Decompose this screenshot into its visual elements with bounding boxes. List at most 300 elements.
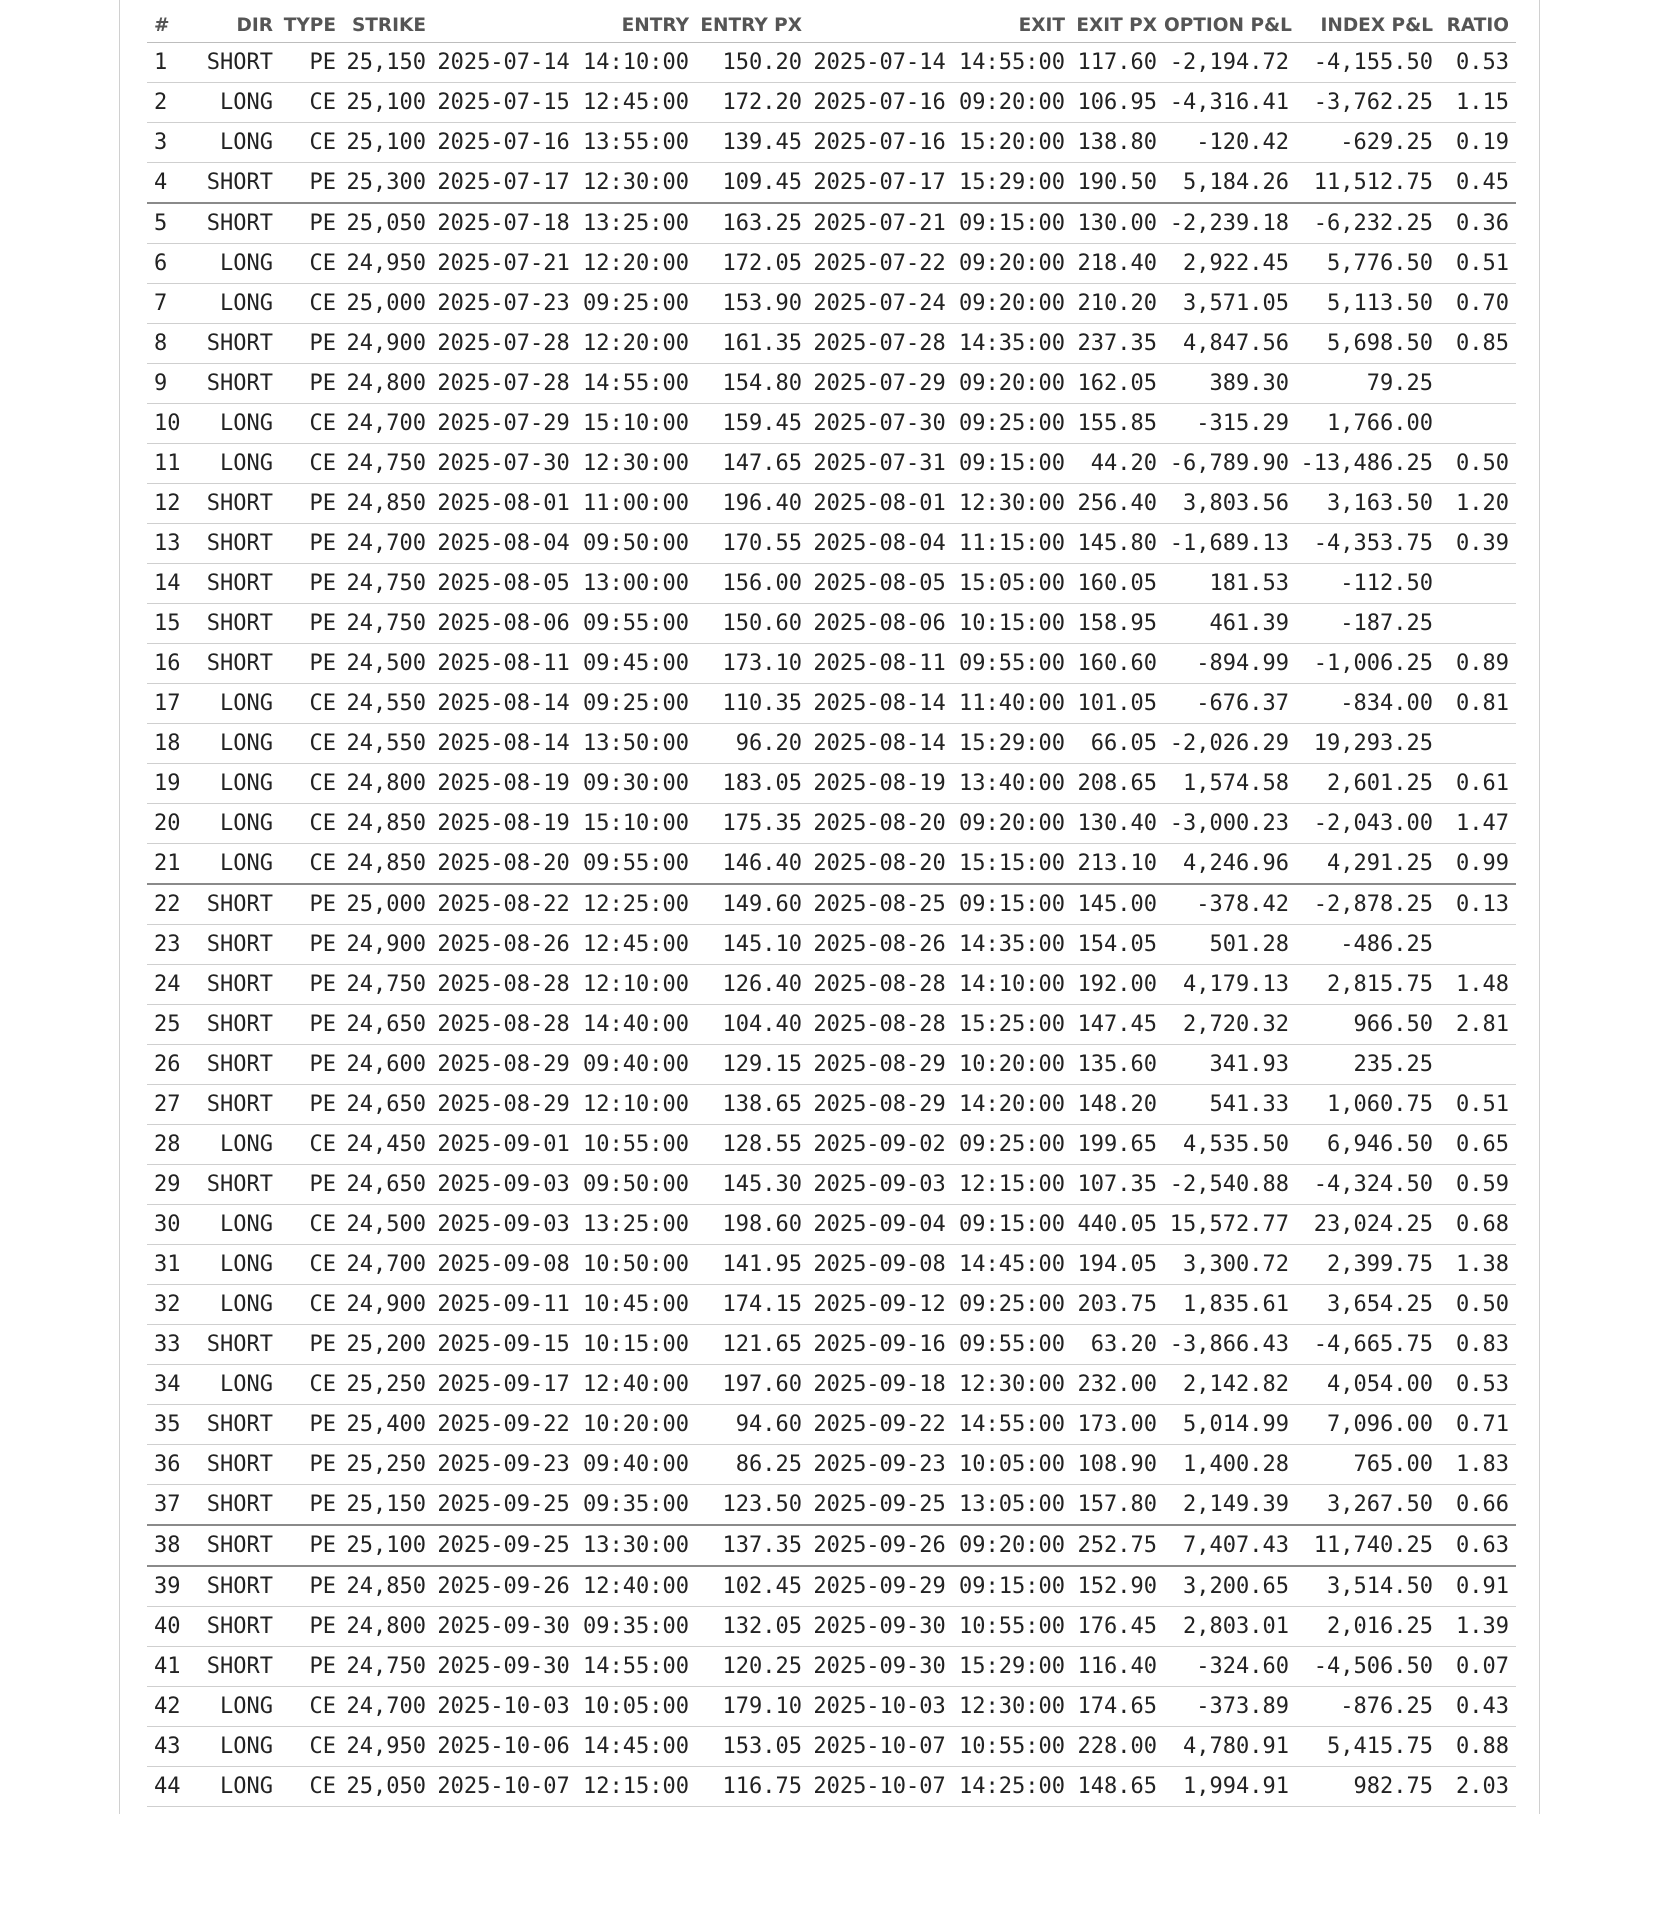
exit-time-cell: 2025-07-22 09:20:00 xyxy=(809,244,1072,284)
strike-cell: 24,500 xyxy=(343,1205,433,1245)
option-type-cell: PE xyxy=(280,1566,343,1607)
exit-time-cell: 2025-07-16 15:20:00 xyxy=(809,123,1072,163)
entry-time-cell: 2025-07-15 12:45:00 xyxy=(433,83,696,123)
trade-number-cell: 25 xyxy=(147,1005,201,1045)
strike-cell: 24,550 xyxy=(343,684,433,724)
trade-number-cell: 4 xyxy=(147,163,201,204)
option-type-cell: CE xyxy=(280,123,343,163)
table-row[interactable] xyxy=(147,1005,1516,1045)
option-type-cell: PE xyxy=(280,524,343,564)
exit-price-cell: 176.45 xyxy=(1072,1607,1164,1647)
entry-time-cell: 2025-09-08 10:50:00 xyxy=(433,1245,696,1285)
exit-price-cell: 154.05 xyxy=(1072,925,1164,965)
table-row[interactable] xyxy=(147,244,1516,284)
table-row[interactable] xyxy=(147,123,1516,163)
strike-cell: 24,700 xyxy=(343,524,433,564)
trade-number-cell: 11 xyxy=(147,444,201,484)
strike-cell: 25,150 xyxy=(343,43,433,83)
ratio-cell: 0.59 xyxy=(1440,1165,1516,1205)
index-pnl-cell: -4,506.50 xyxy=(1296,1647,1440,1687)
entry-price-cell: 150.20 xyxy=(696,43,809,83)
trade-number-cell: 40 xyxy=(147,1607,201,1647)
entry-time-cell: 2025-08-28 12:10:00 xyxy=(433,965,696,1005)
option-type-cell: PE xyxy=(280,1607,343,1647)
option-type-cell: CE xyxy=(280,764,343,804)
option-type-cell: CE xyxy=(280,1205,343,1245)
index-pnl-cell: 3,654.25 xyxy=(1296,1285,1440,1325)
col-header-option-pnl[interactable]: OPTION P&L xyxy=(1164,0,1296,43)
table-row[interactable] xyxy=(147,43,1516,83)
direction-cell: SHORT xyxy=(201,1045,280,1085)
trade-number-cell: 39 xyxy=(147,1566,201,1607)
ratio-cell: 0.19 xyxy=(1440,123,1516,163)
table-row[interactable] xyxy=(147,1245,1516,1285)
entry-time-cell: 2025-08-26 12:45:00 xyxy=(433,925,696,965)
option-pnl-cell: -373.89 xyxy=(1164,1687,1296,1727)
col-header-exit-px[interactable]: EXIT PX xyxy=(1072,0,1164,43)
entry-price-cell: 172.05 xyxy=(696,244,809,284)
ratio-cell: 0.71 xyxy=(1440,1405,1516,1445)
direction-cell: SHORT xyxy=(201,1325,280,1365)
exit-price-cell: 108.90 xyxy=(1072,1445,1164,1485)
table-header-row xyxy=(147,0,1516,43)
option-type-cell: PE xyxy=(280,1045,343,1085)
option-type-cell: PE xyxy=(280,925,343,965)
option-pnl-cell: 3,571.05 xyxy=(1164,284,1296,324)
strike-cell: 25,250 xyxy=(343,1365,433,1405)
exit-price-cell: 145.00 xyxy=(1072,884,1164,925)
ratio-cell: 0.43 xyxy=(1440,1687,1516,1727)
entry-price-cell: 141.95 xyxy=(696,1245,809,1285)
exit-time-cell: 2025-09-22 14:55:00 xyxy=(809,1405,1072,1445)
index-pnl-cell: -4,324.50 xyxy=(1296,1165,1440,1205)
option-type-cell: PE xyxy=(280,324,343,364)
trade-number-cell: 1 xyxy=(147,43,201,83)
direction-cell: SHORT xyxy=(201,203,280,244)
ratio-cell xyxy=(1440,1045,1516,1085)
exit-time-cell: 2025-08-05 15:05:00 xyxy=(809,564,1072,604)
table-row[interactable] xyxy=(147,1085,1516,1125)
exit-price-cell: 116.40 xyxy=(1072,1647,1164,1687)
table-row[interactable] xyxy=(147,1485,1516,1526)
ratio-cell: 0.70 xyxy=(1440,284,1516,324)
col-header-entry-px[interactable]: ENTRY PX xyxy=(696,0,809,43)
entry-time-cell: 2025-09-15 10:15:00 xyxy=(433,1325,696,1365)
table-row[interactable] xyxy=(147,284,1516,324)
trade-number-cell: 6 xyxy=(147,244,201,284)
option-type-cell: CE xyxy=(280,83,343,123)
option-pnl-cell: -315.29 xyxy=(1164,404,1296,444)
direction-cell: SHORT xyxy=(201,1607,280,1647)
exit-time-cell: 2025-07-28 14:35:00 xyxy=(809,324,1072,364)
direction-cell: LONG xyxy=(201,1365,280,1405)
ratio-cell: 0.39 xyxy=(1440,524,1516,564)
strike-cell: 25,050 xyxy=(343,1767,433,1807)
exit-price-cell: 155.85 xyxy=(1072,404,1164,444)
entry-price-cell: 104.40 xyxy=(696,1005,809,1045)
option-pnl-cell: -378.42 xyxy=(1164,884,1296,925)
option-type-cell: CE xyxy=(280,404,343,444)
entry-time-cell: 2025-09-30 09:35:00 xyxy=(433,1607,696,1647)
ratio-cell: 0.83 xyxy=(1440,1325,1516,1365)
direction-cell: SHORT xyxy=(201,364,280,404)
exit-price-cell: 107.35 xyxy=(1072,1165,1164,1205)
exit-time-cell: 2025-07-31 09:15:00 xyxy=(809,444,1072,484)
table-row[interactable] xyxy=(147,965,1516,1005)
exit-time-cell: 2025-10-07 14:25:00 xyxy=(809,1767,1072,1807)
exit-time-cell: 2025-07-24 09:20:00 xyxy=(809,284,1072,324)
table-row[interactable] xyxy=(147,1566,1516,1607)
option-type-cell: PE xyxy=(280,564,343,604)
table-row[interactable] xyxy=(147,364,1516,404)
trades-panel xyxy=(119,0,1540,1814)
direction-cell: LONG xyxy=(201,844,280,885)
entry-time-cell: 2025-09-25 09:35:00 xyxy=(433,1485,696,1526)
entry-time-cell: 2025-08-05 13:00:00 xyxy=(433,564,696,604)
col-header-exit[interactable]: EXIT xyxy=(809,0,1072,43)
option-type-cell: CE xyxy=(280,804,343,844)
ratio-cell xyxy=(1440,604,1516,644)
exit-price-cell: 152.90 xyxy=(1072,1566,1164,1607)
table-row[interactable] xyxy=(147,1045,1516,1085)
entry-price-cell: 96.20 xyxy=(696,724,809,764)
entry-price-cell: 129.15 xyxy=(696,1045,809,1085)
table-row[interactable] xyxy=(147,925,1516,965)
table-row[interactable] xyxy=(147,484,1516,524)
exit-price-cell: 190.50 xyxy=(1072,163,1164,204)
table-body xyxy=(147,43,1516,1807)
trade-number-cell: 3 xyxy=(147,123,201,163)
index-pnl-cell: 19,293.25 xyxy=(1296,724,1440,764)
index-pnl-cell: 5,776.50 xyxy=(1296,244,1440,284)
table-row[interactable] xyxy=(147,404,1516,444)
exit-time-cell: 2025-08-29 10:20:00 xyxy=(809,1045,1072,1085)
strike-cell: 25,250 xyxy=(343,1445,433,1485)
entry-time-cell: 2025-08-19 15:10:00 xyxy=(433,804,696,844)
index-pnl-cell: 2,815.75 xyxy=(1296,965,1440,1005)
table-row[interactable] xyxy=(147,444,1516,484)
exit-price-cell: 174.65 xyxy=(1072,1687,1164,1727)
ratio-cell: 1.15 xyxy=(1440,83,1516,123)
index-pnl-cell: -13,486.25 xyxy=(1296,444,1440,484)
direction-cell: SHORT xyxy=(201,324,280,364)
direction-cell: LONG xyxy=(201,764,280,804)
index-pnl-cell: 2,399.75 xyxy=(1296,1245,1440,1285)
entry-time-cell: 2025-09-03 09:50:00 xyxy=(433,1165,696,1205)
index-pnl-cell: -486.25 xyxy=(1296,925,1440,965)
entry-price-cell: 120.25 xyxy=(696,1647,809,1687)
ratio-cell: 0.36 xyxy=(1440,203,1516,244)
col-header-entry[interactable]: ENTRY xyxy=(433,0,696,43)
ratio-cell: 0.85 xyxy=(1440,324,1516,364)
table-row[interactable] xyxy=(147,1607,1516,1647)
option-pnl-cell: -1,689.13 xyxy=(1164,524,1296,564)
index-pnl-cell: 6,946.50 xyxy=(1296,1125,1440,1165)
table-row[interactable] xyxy=(147,324,1516,364)
table-row[interactable] xyxy=(147,1727,1516,1767)
strike-cell: 24,850 xyxy=(343,844,433,885)
entry-price-cell: 156.00 xyxy=(696,564,809,604)
ratio-cell: 0.99 xyxy=(1440,844,1516,885)
trade-number-cell: 10 xyxy=(147,404,201,444)
entry-price-cell: 146.40 xyxy=(696,844,809,885)
exit-time-cell: 2025-08-20 15:15:00 xyxy=(809,844,1072,885)
index-pnl-cell: -4,665.75 xyxy=(1296,1325,1440,1365)
exit-price-cell: 148.65 xyxy=(1072,1767,1164,1807)
strike-cell: 24,850 xyxy=(343,484,433,524)
table-row[interactable] xyxy=(147,1165,1516,1205)
strike-cell: 25,100 xyxy=(343,1525,433,1566)
entry-time-cell: 2025-08-04 09:50:00 xyxy=(433,524,696,564)
ratio-cell xyxy=(1440,364,1516,404)
trade-number-cell: 35 xyxy=(147,1405,201,1445)
option-type-cell: PE xyxy=(280,203,343,244)
option-pnl-cell: 541.33 xyxy=(1164,1085,1296,1125)
strike-cell: 24,750 xyxy=(343,604,433,644)
entry-price-cell: 150.60 xyxy=(696,604,809,644)
exit-price-cell: 63.20 xyxy=(1072,1325,1164,1365)
exit-time-cell: 2025-07-29 09:20:00 xyxy=(809,364,1072,404)
exit-time-cell: 2025-07-21 09:15:00 xyxy=(809,203,1072,244)
option-pnl-cell: 3,300.72 xyxy=(1164,1245,1296,1285)
direction-cell: SHORT xyxy=(201,1485,280,1526)
table-row[interactable] xyxy=(147,724,1516,764)
table-row[interactable] xyxy=(147,1325,1516,1365)
option-pnl-cell: 501.28 xyxy=(1164,925,1296,965)
table-row[interactable] xyxy=(147,1285,1516,1325)
index-pnl-cell: 2,601.25 xyxy=(1296,764,1440,804)
exit-price-cell: 232.00 xyxy=(1072,1365,1164,1405)
table-row[interactable] xyxy=(147,564,1516,604)
trade-number-cell: 26 xyxy=(147,1045,201,1085)
table-row[interactable] xyxy=(147,1647,1516,1687)
ratio-cell xyxy=(1440,404,1516,444)
direction-cell: SHORT xyxy=(201,1445,280,1485)
exit-price-cell: 145.80 xyxy=(1072,524,1164,564)
col-header-strike[interactable]: STRIKE xyxy=(343,0,433,43)
ratio-cell: 1.83 xyxy=(1440,1445,1516,1485)
exit-price-cell: 192.00 xyxy=(1072,965,1164,1005)
exit-price-cell: 252.75 xyxy=(1072,1525,1164,1566)
option-pnl-cell: -6,789.90 xyxy=(1164,444,1296,484)
strike-cell: 25,300 xyxy=(343,163,433,204)
table-row[interactable] xyxy=(147,604,1516,644)
table-row[interactable] xyxy=(147,884,1516,925)
table-row[interactable] xyxy=(147,1687,1516,1727)
strike-cell: 25,400 xyxy=(343,1405,433,1445)
trade-number-cell: 17 xyxy=(147,684,201,724)
col-header-ratio[interactable]: RATIO xyxy=(1440,0,1516,43)
strike-cell: 24,850 xyxy=(343,804,433,844)
table-row[interactable] xyxy=(147,804,1516,844)
col-header-index-pnl[interactable]: INDEX P&L xyxy=(1296,0,1440,43)
direction-cell: SHORT xyxy=(201,1566,280,1607)
table-row[interactable] xyxy=(147,1445,1516,1485)
entry-time-cell: 2025-08-14 09:25:00 xyxy=(433,684,696,724)
ratio-cell: 1.38 xyxy=(1440,1245,1516,1285)
option-type-cell: CE xyxy=(280,1125,343,1165)
index-pnl-cell: 1,060.75 xyxy=(1296,1085,1440,1125)
strike-cell: 24,750 xyxy=(343,564,433,604)
entry-price-cell: 110.35 xyxy=(696,684,809,724)
direction-cell: SHORT xyxy=(201,1405,280,1445)
col-header-index[interactable]: # xyxy=(147,0,201,43)
ratio-cell: 2.03 xyxy=(1440,1767,1516,1807)
option-pnl-cell: 7,407.43 xyxy=(1164,1525,1296,1566)
direction-cell: LONG xyxy=(201,724,280,764)
exit-price-cell: 162.05 xyxy=(1072,364,1164,404)
entry-price-cell: 179.10 xyxy=(696,1687,809,1727)
option-pnl-cell: 181.53 xyxy=(1164,564,1296,604)
entry-time-cell: 2025-09-17 12:40:00 xyxy=(433,1365,696,1405)
table-row[interactable] xyxy=(147,1205,1516,1245)
exit-price-cell: 173.00 xyxy=(1072,1405,1164,1445)
entry-price-cell: 174.15 xyxy=(696,1285,809,1325)
table-row[interactable] xyxy=(147,644,1516,684)
index-pnl-cell: -4,353.75 xyxy=(1296,524,1440,564)
entry-price-cell: 126.40 xyxy=(696,965,809,1005)
trade-number-cell: 30 xyxy=(147,1205,201,1245)
option-pnl-cell: 341.93 xyxy=(1164,1045,1296,1085)
exit-time-cell: 2025-08-04 11:15:00 xyxy=(809,524,1072,564)
table-row[interactable] xyxy=(147,163,1516,204)
direction-cell: LONG xyxy=(201,244,280,284)
entry-price-cell: 132.05 xyxy=(696,1607,809,1647)
index-pnl-cell: 11,512.75 xyxy=(1296,163,1440,204)
direction-cell: LONG xyxy=(201,1205,280,1245)
entry-price-cell: 159.45 xyxy=(696,404,809,444)
option-type-cell: PE xyxy=(280,1165,343,1205)
col-header-direction[interactable]: DIR xyxy=(201,0,280,43)
index-pnl-cell: -2,043.00 xyxy=(1296,804,1440,844)
index-pnl-cell: 2,016.25 xyxy=(1296,1607,1440,1647)
trade-number-cell: 15 xyxy=(147,604,201,644)
index-pnl-cell: -2,878.25 xyxy=(1296,884,1440,925)
strike-cell: 24,700 xyxy=(343,1245,433,1285)
table-row[interactable] xyxy=(147,83,1516,123)
entry-price-cell: 175.35 xyxy=(696,804,809,844)
strike-cell: 25,050 xyxy=(343,203,433,244)
strike-cell: 24,900 xyxy=(343,1285,433,1325)
ratio-cell: 0.51 xyxy=(1440,1085,1516,1125)
option-pnl-cell: -4,316.41 xyxy=(1164,83,1296,123)
option-type-cell: CE xyxy=(280,1767,343,1807)
entry-time-cell: 2025-08-14 13:50:00 xyxy=(433,724,696,764)
trade-number-cell: 42 xyxy=(147,1687,201,1727)
ratio-cell: 0.50 xyxy=(1440,1285,1516,1325)
table-row[interactable] xyxy=(147,203,1516,244)
entry-price-cell: 161.35 xyxy=(696,324,809,364)
exit-price-cell: 160.05 xyxy=(1072,564,1164,604)
exit-price-cell: 199.65 xyxy=(1072,1125,1164,1165)
option-type-cell: PE xyxy=(280,1005,343,1045)
trade-number-cell: 14 xyxy=(147,564,201,604)
direction-cell: SHORT xyxy=(201,965,280,1005)
direction-cell: LONG xyxy=(201,804,280,844)
exit-price-cell: 218.40 xyxy=(1072,244,1164,284)
index-pnl-cell: 79.25 xyxy=(1296,364,1440,404)
col-header-type[interactable]: TYPE xyxy=(280,0,343,43)
direction-cell: LONG xyxy=(201,1767,280,1807)
option-pnl-cell: 4,246.96 xyxy=(1164,844,1296,885)
direction-cell: SHORT xyxy=(201,884,280,925)
index-pnl-cell: 5,113.50 xyxy=(1296,284,1440,324)
entry-price-cell: 145.10 xyxy=(696,925,809,965)
option-pnl-cell: -324.60 xyxy=(1164,1647,1296,1687)
table-row[interactable] xyxy=(147,1405,1516,1445)
trade-number-cell: 43 xyxy=(147,1727,201,1767)
exit-time-cell: 2025-08-06 10:15:00 xyxy=(809,604,1072,644)
trade-number-cell: 13 xyxy=(147,524,201,564)
option-pnl-cell: -3,000.23 xyxy=(1164,804,1296,844)
entry-price-cell: 173.10 xyxy=(696,644,809,684)
exit-price-cell: 44.20 xyxy=(1072,444,1164,484)
exit-time-cell: 2025-09-25 13:05:00 xyxy=(809,1485,1072,1526)
ratio-cell: 0.53 xyxy=(1440,43,1516,83)
option-type-cell: CE xyxy=(280,1365,343,1405)
option-pnl-cell: -894.99 xyxy=(1164,644,1296,684)
table-row[interactable] xyxy=(147,764,1516,804)
option-type-cell: PE xyxy=(280,1525,343,1566)
exit-price-cell: 208.65 xyxy=(1072,764,1164,804)
index-pnl-cell: 11,740.25 xyxy=(1296,1525,1440,1566)
option-pnl-cell: -120.42 xyxy=(1164,123,1296,163)
option-pnl-cell: -3,866.43 xyxy=(1164,1325,1296,1365)
table-row[interactable] xyxy=(147,684,1516,724)
trade-number-cell: 27 xyxy=(147,1085,201,1125)
exit-time-cell: 2025-08-19 13:40:00 xyxy=(809,764,1072,804)
option-pnl-cell: 1,574.58 xyxy=(1164,764,1296,804)
index-pnl-cell: 3,267.50 xyxy=(1296,1485,1440,1526)
table-row[interactable] xyxy=(147,524,1516,564)
exit-price-cell: 130.40 xyxy=(1072,804,1164,844)
trade-number-cell: 23 xyxy=(147,925,201,965)
trade-number-cell: 29 xyxy=(147,1165,201,1205)
table-row[interactable] xyxy=(147,1365,1516,1405)
option-type-cell: PE xyxy=(280,43,343,83)
option-type-cell: PE xyxy=(280,604,343,644)
entry-time-cell: 2025-10-03 10:05:00 xyxy=(433,1687,696,1727)
exit-time-cell: 2025-09-03 12:15:00 xyxy=(809,1165,1072,1205)
option-pnl-cell: -2,239.18 xyxy=(1164,203,1296,244)
table-row[interactable] xyxy=(147,844,1516,885)
strike-cell: 24,650 xyxy=(343,1085,433,1125)
table-row[interactable] xyxy=(147,1525,1516,1566)
exit-price-cell: 210.20 xyxy=(1072,284,1164,324)
exit-time-cell: 2025-08-26 14:35:00 xyxy=(809,925,1072,965)
exit-time-cell: 2025-08-20 09:20:00 xyxy=(809,804,1072,844)
ratio-cell: 0.91 xyxy=(1440,1566,1516,1607)
entry-price-cell: 197.60 xyxy=(696,1365,809,1405)
option-pnl-cell: 2,922.45 xyxy=(1164,244,1296,284)
option-pnl-cell: 5,184.26 xyxy=(1164,163,1296,204)
entry-time-cell: 2025-07-30 12:30:00 xyxy=(433,444,696,484)
exit-price-cell: 66.05 xyxy=(1072,724,1164,764)
option-type-cell: PE xyxy=(280,965,343,1005)
ratio-cell: 0.63 xyxy=(1440,1525,1516,1566)
ratio-cell: 0.13 xyxy=(1440,884,1516,925)
exit-price-cell: 130.00 xyxy=(1072,203,1164,244)
trade-number-cell: 20 xyxy=(147,804,201,844)
index-pnl-cell: -4,155.50 xyxy=(1296,43,1440,83)
entry-price-cell: 123.50 xyxy=(696,1485,809,1526)
entry-time-cell: 2025-07-28 14:55:00 xyxy=(433,364,696,404)
exit-time-cell: 2025-08-14 15:29:00 xyxy=(809,724,1072,764)
exit-price-cell: 160.60 xyxy=(1072,644,1164,684)
entry-time-cell: 2025-07-23 09:25:00 xyxy=(433,284,696,324)
table-row[interactable] xyxy=(147,1125,1516,1165)
table-row[interactable] xyxy=(147,1767,1516,1807)
